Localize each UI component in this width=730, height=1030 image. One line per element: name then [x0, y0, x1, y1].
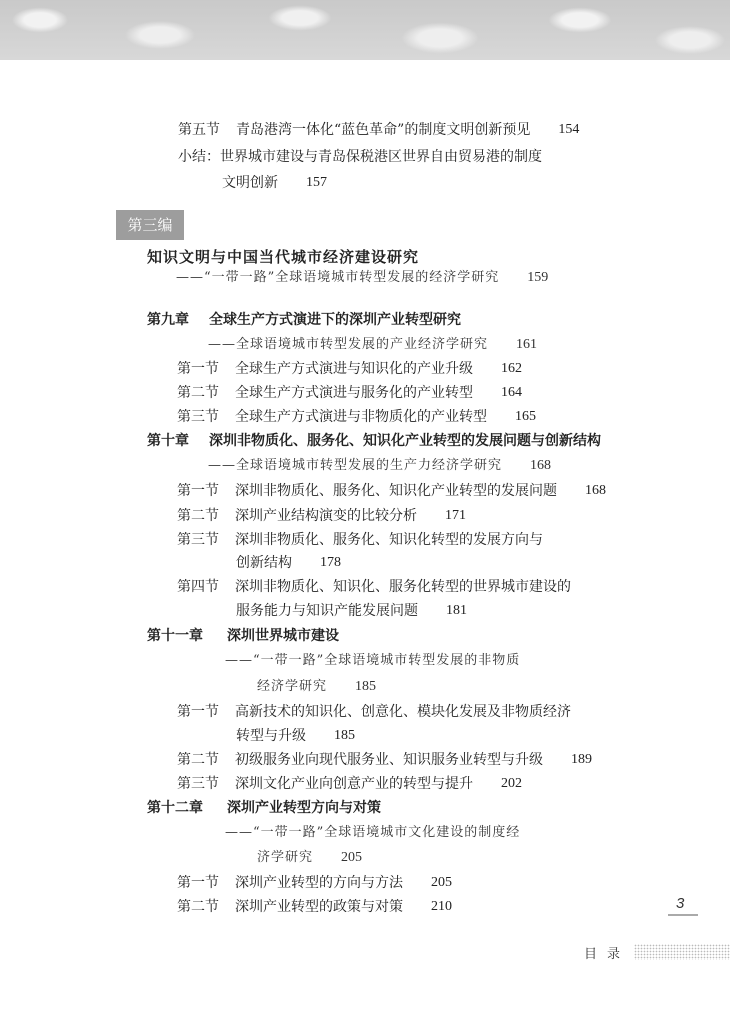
toc-entry[interactable] [177, 482, 606, 500]
entry-page: 171 [445, 508, 466, 523]
entry-label: 第二节 [177, 752, 219, 768]
decorative-cloud-banner [0, 0, 730, 60]
toc-entry[interactable] [177, 507, 466, 525]
entry-title: ——“一带一路”全球语境城市转型发展的非物质 [225, 653, 521, 668]
toc-entry[interactable] [177, 751, 592, 769]
entry-title: 高新技术的知识化、创意化、模块化发展及非物质经济 [235, 704, 571, 720]
entry-title: 青岛港湾一体化“蓝色革命”的制度文明创新预见 [236, 122, 531, 138]
chapter-subtitle[interactable] [208, 457, 551, 475]
entry-label: 第二节 [177, 385, 219, 401]
entry-label: 第一节 [177, 704, 219, 720]
toc-entry[interactable] [178, 148, 542, 166]
entry-title: 深圳非物质化、服务化、知识化转型的发展方向与 [235, 532, 543, 548]
entry-title: 深圳世界城市建设 [227, 628, 339, 644]
chapter-entry[interactable] [147, 627, 339, 645]
entry-title: 济学研究 [257, 850, 314, 865]
entry-page: 164 [501, 385, 522, 400]
entry-label: 第十一章 [147, 628, 203, 644]
entry-title: 全球生产方式演进与知识化的产业升级 [235, 361, 473, 377]
entry-label: 第三节 [177, 409, 219, 425]
entry-page: 202 [501, 776, 522, 791]
entry-page: 154 [558, 122, 580, 137]
entry-label: 第三节 [177, 532, 219, 548]
entry-title: 服务能力与知识产能发展问题 [236, 603, 418, 619]
entry-label: 第二节 [177, 508, 219, 524]
entry-title: 深圳产业转型的方向与方法 [235, 875, 403, 891]
entry-page: 185 [355, 679, 377, 694]
entry-title: 全球生产方式演进与服务化的产业转型 [235, 385, 473, 401]
toc-entry-continued[interactable] [236, 554, 341, 572]
entry-page: 159 [527, 270, 549, 285]
entry-title: 小结：世界城市建设与青岛保税港区世界自由贸易港的制度 [178, 149, 542, 165]
entry-label: 第三节 [177, 776, 219, 792]
page-number-underline [668, 914, 698, 916]
chapter-entry[interactable] [147, 799, 381, 817]
entry-page: 161 [516, 337, 538, 352]
entry-page: 205 [431, 875, 452, 890]
entry-title: ——“一带一路”全球语境城市转型发展的经济学研究 [176, 270, 500, 285]
entry-title: 深圳文化产业向创意产业的转型与提升 [235, 776, 473, 792]
toc-entry[interactable] [177, 874, 452, 892]
entry-title: 深圳非物质化、服务化、知识化产业转型的发展问题 [235, 483, 557, 499]
part-subtitle[interactable] [176, 269, 548, 287]
entry-page: 178 [320, 555, 341, 570]
chapter-subtitle[interactable] [225, 652, 520, 670]
entry-title: 全球生产方式演进下的深圳产业转型研究 [209, 312, 461, 328]
toc-entry-continued[interactable] [236, 727, 355, 745]
decorative-dot-band [634, 944, 730, 960]
entry-label: 第一节 [177, 875, 219, 891]
running-footer: 目录 [584, 947, 631, 962]
entry-title: 文明创新 [222, 175, 278, 191]
entry-title: 深圳非物质化、服务化、知识化产业转型的发展问题与创新结构 [209, 433, 601, 449]
entry-page: 168 [530, 458, 552, 473]
chapter-entry[interactable] [147, 432, 601, 450]
chapter-subtitle[interactable] [208, 336, 537, 354]
entry-page: 189 [571, 752, 592, 767]
entry-label: 第一节 [177, 483, 219, 499]
toc-entry[interactable] [178, 121, 579, 139]
entry-title: 深圳非物质化、知识化、服务化转型的世界城市建设的 [235, 579, 571, 595]
chapter-entry[interactable] [147, 311, 461, 329]
entry-page: 185 [334, 728, 355, 743]
entry-title: 全球生产方式演进与非物质化的产业转型 [235, 409, 487, 425]
chapter-subtitle-continued[interactable] [257, 849, 362, 867]
entry-title: 转型与升级 [236, 728, 306, 744]
toc-entry[interactable] [177, 775, 522, 793]
entry-label: 第十章 [147, 433, 189, 449]
entry-title: ——全球语境城市转型发展的生产力经济学研究 [208, 458, 503, 473]
entry-label: 第九章 [147, 312, 189, 328]
toc-entry[interactable] [177, 384, 522, 402]
entry-label: 第二节 [177, 899, 219, 915]
toc-entry[interactable] [177, 703, 571, 721]
toc-entry-continued[interactable] [222, 174, 327, 192]
entry-label: 第一节 [177, 361, 219, 377]
entry-page: 165 [515, 409, 536, 424]
entry-page: 168 [585, 483, 606, 498]
toc-entry[interactable] [177, 531, 543, 549]
entry-title: 创新结构 [236, 555, 292, 571]
entry-page: 162 [501, 361, 522, 376]
toc-entry-continued[interactable] [236, 602, 467, 620]
entry-label: 第四节 [177, 579, 219, 595]
chapter-subtitle-continued[interactable] [257, 678, 376, 696]
part-badge: 第三编 [116, 210, 184, 240]
entry-title: 深圳产业转型方向与对策 [227, 800, 381, 816]
entry-page: 157 [306, 175, 327, 190]
part-title[interactable]: 知识文明与中国当代城市经济建设研究 [147, 248, 420, 266]
entry-label: 第五节 [178, 122, 220, 138]
chapter-subtitle[interactable] [225, 824, 520, 842]
entry-title: 深圳产业转型的政策与对策 [235, 899, 403, 915]
entry-title: ——全球语境城市转型发展的产业经济学研究 [208, 337, 489, 352]
entry-page: 205 [341, 850, 363, 865]
entry-page: 210 [431, 899, 452, 914]
toc-entry[interactable] [177, 578, 571, 596]
toc-entry[interactable] [177, 408, 536, 426]
toc-entry[interactable] [177, 360, 522, 378]
toc-entry[interactable] [177, 898, 452, 916]
entry-title: 经济学研究 [257, 679, 328, 694]
entry-title: 深圳产业结构演变的比较分析 [235, 508, 417, 524]
entry-title: 初级服务业向现代服务业、知识服务业转型与升级 [235, 752, 543, 768]
page-number: 3 [676, 895, 685, 912]
entry-title: ——“一带一路”全球语境城市文化建设的制度经 [225, 825, 521, 840]
entry-page: 181 [446, 603, 467, 618]
entry-label: 第十二章 [147, 800, 203, 816]
